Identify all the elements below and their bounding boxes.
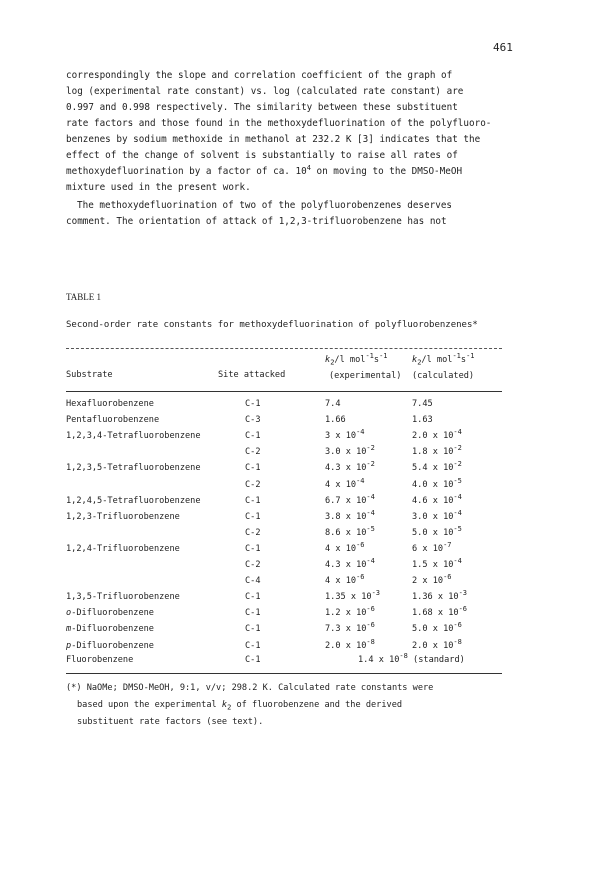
table-row-site: C-1 bbox=[245, 431, 261, 442]
body-line-4: rate factors and those found in the methoxydefluorination of the polyfluoro- bbox=[66, 118, 492, 129]
table-row-experimental: 4 x $10^{-6}$ bbox=[325, 573, 365, 587]
table-row-calculated: 1.36 x $10^{-3}$ bbox=[412, 589, 468, 603]
footnote-line-2: based upon the experimental $k_2$ of fluorobenzene and the derived bbox=[77, 700, 403, 712]
table-row-calculated: 5.0 x $10^{-5}$ bbox=[412, 524, 462, 538]
table-row-substrate: Hexafluorobenzene bbox=[66, 399, 154, 409]
body-line-8: mixture used in the present work. bbox=[66, 182, 251, 193]
body-line-6: effect of the change of solvent is substantially to raise all rates of bbox=[66, 150, 458, 161]
body-line-9: The methoxydefluorination of two of the polyfluorobenzenes deserves bbox=[77, 200, 453, 211]
table-row-calculated: 5.4 x $10^{-2}$ bbox=[412, 460, 462, 474]
body-line-7-text: methoxydefluorination by a factor of ca. 10 bbox=[66, 166, 307, 177]
table-label: TABLE 1 bbox=[66, 292, 102, 302]
header-k-experimental: $k_2/l$ $mol^{-1}s^{-1}$ bbox=[325, 352, 388, 367]
table-row-calculated: 1.5 x $10^{-4}$ bbox=[412, 557, 462, 570]
table-row-substrate: 1,2,3-Trifluorobenzene bbox=[66, 511, 180, 522]
footnote-line-1: (*) NaOMe; DMSO-MeOH, 9:1, v/v; 298.2 K. Calculated rate constants were bbox=[66, 683, 434, 693]
table-row-site: C-1 bbox=[245, 608, 261, 619]
body-line-2: log (experimental rate constant) vs. log (calculated rate constant) are bbox=[66, 86, 464, 97]
table-row-substrate: o-Difluorobenzene bbox=[66, 608, 154, 619]
row-value-fluorobenzene: 1.4 x $10^{-8}$ (standard) bbox=[358, 652, 465, 665]
table-row-site: C-1 bbox=[245, 624, 261, 635]
table-row-calculated: 2.0 x $10^{-4}$ bbox=[412, 428, 462, 442]
table-row-substrate: 1,2,3,4-Tetrafluorobenzene bbox=[66, 431, 201, 442]
table-row-substrate: 1,3,5-Trifluorobenzene bbox=[66, 592, 180, 603]
table-row-substrate: 1,2,4,5-Tetrafluorobenzene bbox=[66, 495, 201, 506]
table-bottom-rule bbox=[66, 673, 502, 674]
table-top-rule bbox=[66, 348, 502, 349]
exponent-four: 4 bbox=[306, 163, 311, 172]
table-row-site: C-2 bbox=[245, 560, 261, 570]
table-row-experimental: 7.3 x $10^{-6}$ bbox=[325, 621, 375, 635]
table-row-site: C-1 bbox=[245, 495, 261, 506]
header-calculated-note: (calculated) bbox=[412, 371, 475, 381]
table-row-site: C-1 bbox=[245, 640, 261, 651]
table-header-rule bbox=[66, 391, 502, 392]
table-row-calculated: 6 x $10^{-7}$ bbox=[412, 541, 452, 554]
table-row-experimental: 4 x $10^{-6}$ bbox=[325, 541, 365, 554]
header-experimental-note: (experimental) bbox=[329, 371, 402, 381]
table-row-experimental: 1.2 x $10^{-6}$ bbox=[325, 605, 375, 619]
table-row-site: C-1 bbox=[245, 511, 261, 522]
table-row-substrate: m-Difluorobenzene bbox=[66, 624, 154, 635]
table-row-experimental: 3.0 x $10^{-2}$ bbox=[325, 444, 375, 458]
row-substrate-fluorobenzene: Fluorobenzene bbox=[66, 655, 134, 665]
table-row-substrate: 1,2,4-Trifluorobenzene bbox=[66, 543, 180, 554]
table-row-experimental: 4.3 x $10^{-2}$ bbox=[325, 460, 375, 474]
table-row-calculated: 1.68 x $10^{-6}$ bbox=[412, 605, 468, 619]
table-row-substrate: 1,2,3,5-Tetrafluorobenzene bbox=[66, 463, 201, 474]
table-row-experimental: 7.4 bbox=[325, 399, 341, 409]
body-line-7 bbox=[66, 163, 463, 177]
table-row-site: C-2 bbox=[245, 527, 261, 538]
table-row-experimental: 6.7 x $10^{-4}$ bbox=[325, 492, 375, 506]
table-row-site: C-1 bbox=[245, 543, 261, 554]
table-row-calculated: 1.63 bbox=[412, 415, 433, 426]
table-row-calculated: 4.0 x $10^{-5}$ bbox=[412, 476, 462, 490]
table-row-calculated: 1.8 x $10^{-2}$ bbox=[412, 444, 462, 458]
table-row-site: C-2 bbox=[245, 447, 261, 458]
table-row-site: C-1 bbox=[245, 592, 261, 603]
table-row-experimental: 4 x $10^{-4}$ bbox=[325, 476, 365, 490]
table-row-experimental: 8.6 x $10^{-5}$ bbox=[325, 524, 375, 538]
table-row-experimental: 3.8 x $10^{-4}$ bbox=[325, 508, 375, 522]
table-row-calculated: 2 x $10^{-6}$ bbox=[412, 573, 452, 587]
table-row-site: C-2 bbox=[245, 479, 261, 490]
body-line-1: correspondingly the slope and correlation coefficient of the graph of bbox=[66, 70, 453, 81]
table-row-site: C-1 bbox=[245, 399, 261, 409]
header-site: Site attacked bbox=[218, 370, 286, 380]
table-row-substrate: Pentafluorobenzene bbox=[66, 415, 160, 426]
table-row-substrate: p-Difluorobenzene bbox=[66, 640, 154, 651]
body-line-10: comment. The orientation of attack of 1,2,3-trifluorobenzene has not bbox=[66, 216, 447, 227]
table-caption: Second-order rate constants for methoxydefluorination of polyfluorobenzenes* bbox=[66, 320, 478, 330]
body-line-7-tail: on moving to the DMSO-MeOH bbox=[316, 166, 463, 177]
table-row-experimental: 3 x $10^{-4}$ bbox=[325, 428, 365, 442]
page-number: 461 bbox=[493, 41, 513, 54]
table-row-experimental: 1.35 x $10^{-3}$ bbox=[325, 589, 381, 603]
table-row-calculated: 5.0 x $10^{-6}$ bbox=[412, 621, 462, 635]
table-row-site: C-1 bbox=[245, 463, 261, 474]
table-row-experimental: 2.0 x $10^{-8}$ bbox=[325, 637, 375, 651]
body-line-3: 0.997 and 0.998 respectively. The similarity between these substituent bbox=[66, 102, 458, 113]
footnote-line-3: substituent rate factors (see text). bbox=[77, 717, 264, 727]
header-substrate: Substrate bbox=[66, 370, 113, 380]
table-row-experimental: 1.66 bbox=[325, 415, 346, 426]
table-row-site: C-3 bbox=[245, 415, 261, 426]
table-row-calculated: 2.0 x $10^{-8}$ bbox=[412, 637, 462, 651]
table-row-calculated: 4.6 x $10^{-4}$ bbox=[412, 492, 462, 506]
table-row-calculated: 7.45 bbox=[412, 399, 433, 409]
header-k-calculated: $k_2/l$ $mol^{-1}s^{-1}$ bbox=[412, 352, 475, 367]
table-row-calculated: 3.0 x $10^{-4}$ bbox=[412, 508, 462, 522]
row-site-fluorobenzene: C-1 bbox=[245, 655, 261, 665]
body-line-5: benzenes by sodium methoxide in methanol at 232.2 K [3] indicates that the bbox=[66, 134, 481, 145]
table-row-experimental: 4.3 x $10^{-4}$ bbox=[325, 557, 375, 570]
table-row-site: C-4 bbox=[245, 576, 261, 587]
